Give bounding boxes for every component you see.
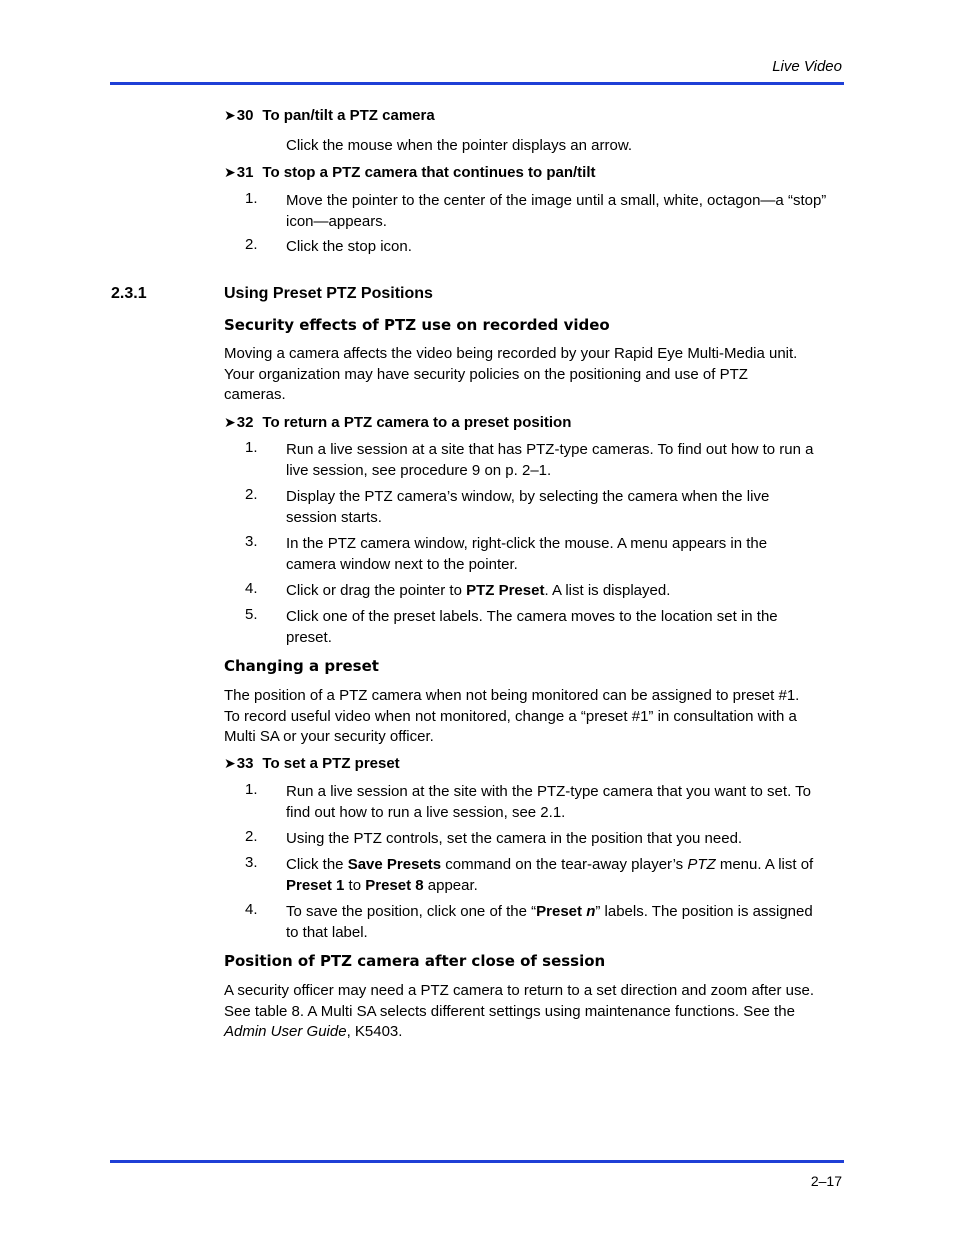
step-number: 1. <box>245 781 258 798</box>
page-number: 2–17 <box>810 1173 842 1189</box>
step-number: 4. <box>245 580 258 597</box>
section-number: 2.3.1 <box>111 285 147 302</box>
procedure-33-heading: ➤33 To set a PTZ preset <box>224 755 400 772</box>
procedure-arrow-icon: ➤ <box>224 164 236 180</box>
footer-rule <box>110 1160 844 1163</box>
security-paragraph: Moving a camera affects the video being recorded by your Rapid Eye Multi-Media unit. Your organization may have security policies on the positioning and use of PTZ cameras. <box>224 345 798 403</box>
step-text: Display the PTZ camera’s window, by selecting the camera when the live session starts. <box>286 488 770 526</box>
step-number: 2. <box>245 828 258 845</box>
step-text: Click one of the preset labels. The camera moves to the location set in the preset. <box>286 608 778 646</box>
procedure-arrow-icon: ➤ <box>224 755 236 771</box>
procedure-31-heading: ➤31 To stop a PTZ camera that continues to pan/tilt <box>224 164 596 181</box>
running-header: Live Video <box>772 58 842 75</box>
step-number: 1. <box>245 439 258 456</box>
step-text: In the PTZ camera window, right-click the mouse. A menu appears in the camera window next to the pointer. <box>286 535 768 573</box>
step-text: To save the position, click one of the “Preset n” labels. The position is assigned to that label. <box>286 903 813 941</box>
step-text: Run a live session at a site that has PTZ-type cameras. To find out how to run a live session, see procedure 9 on p. 2–1. <box>286 441 814 479</box>
procedure-30-text: Click the mouse when the pointer displays an arrow. <box>286 137 633 154</box>
step-number: 4. <box>245 901 258 918</box>
procedure-32-heading: ➤32 To return a PTZ camera to a preset position <box>224 414 572 431</box>
step-number: 3. <box>245 854 258 871</box>
step-text: Run a live session at the site with the PTZ-type camera that you want to set. To find out how to run a live session, see 2.1. <box>286 783 811 821</box>
subheading-security: Security effects of PTZ use on recorded video <box>224 316 610 334</box>
step-text: Click or drag the pointer to PTZ Preset. A list is displayed. <box>286 582 671 599</box>
step-text: Using the PTZ controls, set the camera in the position that you need. <box>286 830 743 847</box>
header-rule <box>110 82 844 85</box>
step-number: 2. <box>245 486 258 503</box>
subheading-position: Position of PTZ camera after close of session <box>224 952 606 970</box>
step-text: Click the stop icon. <box>286 238 412 255</box>
step-text: Move the pointer to the center of the image until a small, white, octagon—a “stop” icon—appears. <box>286 192 827 230</box>
changing-paragraph: The position of a PTZ camera when not being monitored can be assigned to preset #1. To record useful video when not monitored, change a “preset #1” in consultation with a Multi SA or your security officer. <box>224 687 800 745</box>
step-number: 1. <box>245 190 258 207</box>
step-number: 3. <box>245 533 258 550</box>
step-number: 5. <box>245 606 258 623</box>
position-paragraph: A security officer may need a PTZ camera to return to a set direction and zoom after use. See table 8. A Multi SA selects different settings using maintenance functions. See the Admin User Guide, K5403. <box>224 982 815 1040</box>
step-number: 2. <box>245 236 258 253</box>
subheading-changing-preset: Changing a preset <box>224 657 379 675</box>
step-text: Click the Save Presets command on the tear-away player’s PTZ menu. A list of Preset 1 to Preset 8 appear. <box>286 856 814 894</box>
procedure-arrow-icon: ➤ <box>224 107 236 123</box>
procedure-arrow-icon: ➤ <box>224 414 236 430</box>
section-title: Using Preset PTZ Positions <box>224 285 433 302</box>
procedure-30-heading: ➤30 To pan/tilt a PTZ camera <box>224 107 435 124</box>
